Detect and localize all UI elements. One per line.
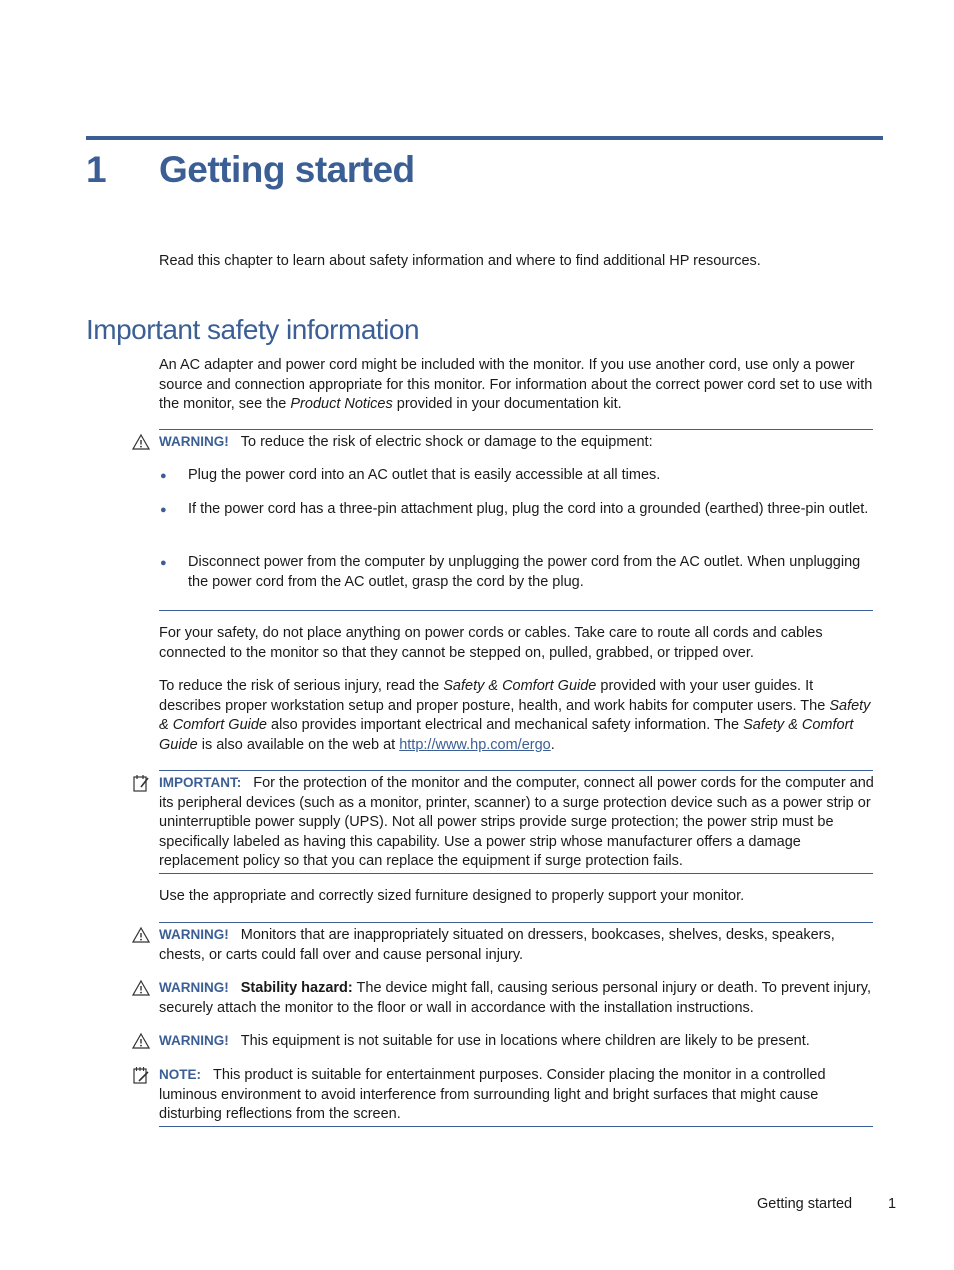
important-surge-protection: IMPORTANT: For the protection of the monitor and the computer, connect all power cords for the computer and its peripheral devices (such as a monitor, printer, scanner) to a surge protection device such as a power strip or uninterruptible power supply (UPS). Not all power strips provide surge protection; the power strip must be specifically labeled as having this capability. Use a power strip whose manufacturer offers a damage replacement policy so that you can replace the equipment if surge protection fails. [159, 775, 874, 869]
important-bottom-rule [159, 873, 873, 874]
paragraph-cords: For your safety, do not place anything on power cords or cables. Take care to route all cords and cables connected to the monitor so that they cannot be stepped on, pulled, grabbed, or tripped over. [159, 625, 823, 661]
important-top-rule [159, 770, 873, 771]
warning-children: WARNING! This equipment is not suitable for use in locations where children are likely to be present. [159, 1033, 810, 1049]
footer-chapter-label: Getting started [757, 1196, 853, 1212]
hp-ergo-link[interactable]: http://www.hp.com/ergo [399, 736, 551, 753]
footer-page-number: 1 [888, 1196, 897, 1212]
important-label: IMPORTANT: [159, 775, 242, 790]
bullet-marker: ● [160, 504, 167, 516]
bullet-marker: ● [160, 557, 167, 569]
bullet-marker: ● [160, 470, 167, 482]
warning-icon [132, 1032, 150, 1050]
warnings-top-rule [159, 922, 873, 923]
note-bottom-rule [159, 1126, 873, 1127]
note-label: NOTE: [159, 1067, 201, 1082]
warning-label: WARNING! [159, 927, 229, 942]
paragraph-power-cord: An AC adapter and power cord might be included with the monitor. If you use another cord, use only a power source and connection appropriate for this monitor. For information about the correct power cord set to use with the monitor, see the Product Notices provided in your documentation kit. [159, 357, 873, 412]
warning-stability: WARNING! Stability hazard: The device might fall, causing serious personal injury or death. To prevent injury, securely attach the monitor to the floor or wall in accordance with the installation instructions. [159, 980, 871, 1016]
chapter-intro: Read this chapter to learn about safety information and where to find additional HP resources. [159, 253, 761, 269]
note-entertainment: NOTE: This product is suitable for entertainment purposes. Consider placing the monitor in a controlled luminous environment to avoid interference from surrounding light and bright surfaces that might cause disturbing reflections from the screen. [159, 1067, 826, 1122]
list-item: Plug the power cord into an AC outlet that is easily accessible at all times. [188, 467, 661, 483]
important-icon [132, 774, 150, 792]
warning-label: WARNING! [159, 1033, 229, 1048]
list-item: If the power cord has a three-pin attachment plug, plug the cord into a grounded (earthed) three-pin outlet. [188, 501, 869, 517]
note-icon [132, 1066, 150, 1084]
list-item: Disconnect power from the computer by unplugging the power cord from the AC outlet. When unplugging the power cord from the AC outlet, grasp the cord by the plug. [188, 554, 861, 590]
warning-label: WARNING! [159, 434, 229, 449]
section-title: Important safety information [86, 314, 420, 345]
warning-electric-shock: WARNING! To reduce the risk of electric shock or damage to the equipment: [159, 434, 653, 450]
chapter-top-rule [86, 136, 883, 140]
chapter-number: 1 [86, 149, 107, 190]
warning-furniture: WARNING! Monitors that are inappropriately situated on dressers, bookcases, shelves, desks, speakers, chests, or carts could fall over and cause personal injury. [159, 927, 835, 963]
warning-label: WARNING! [159, 980, 229, 995]
paragraph-safety-guide: To reduce the risk of serious injury, read the Safety & Comfort Guide provided with your user guides. It describes proper workstation setup and proper posture, health, and work habits for computer users. The Safety & Comfort Guide also provides important electrical and mechanical safety information. The Safety & Comfort Guide is also available on the web at http://www.hp.com/ergo. [159, 678, 871, 753]
chapter-title: Getting started [159, 149, 415, 190]
warning-icon [132, 926, 150, 944]
warning-icon [132, 433, 150, 451]
warning-icon [132, 979, 150, 997]
warning-top-rule [159, 429, 873, 430]
warning-bottom-rule [159, 610, 873, 611]
paragraph-furniture: Use the appropriate and correctly sized furniture designed to properly support your monitor. [159, 888, 745, 904]
